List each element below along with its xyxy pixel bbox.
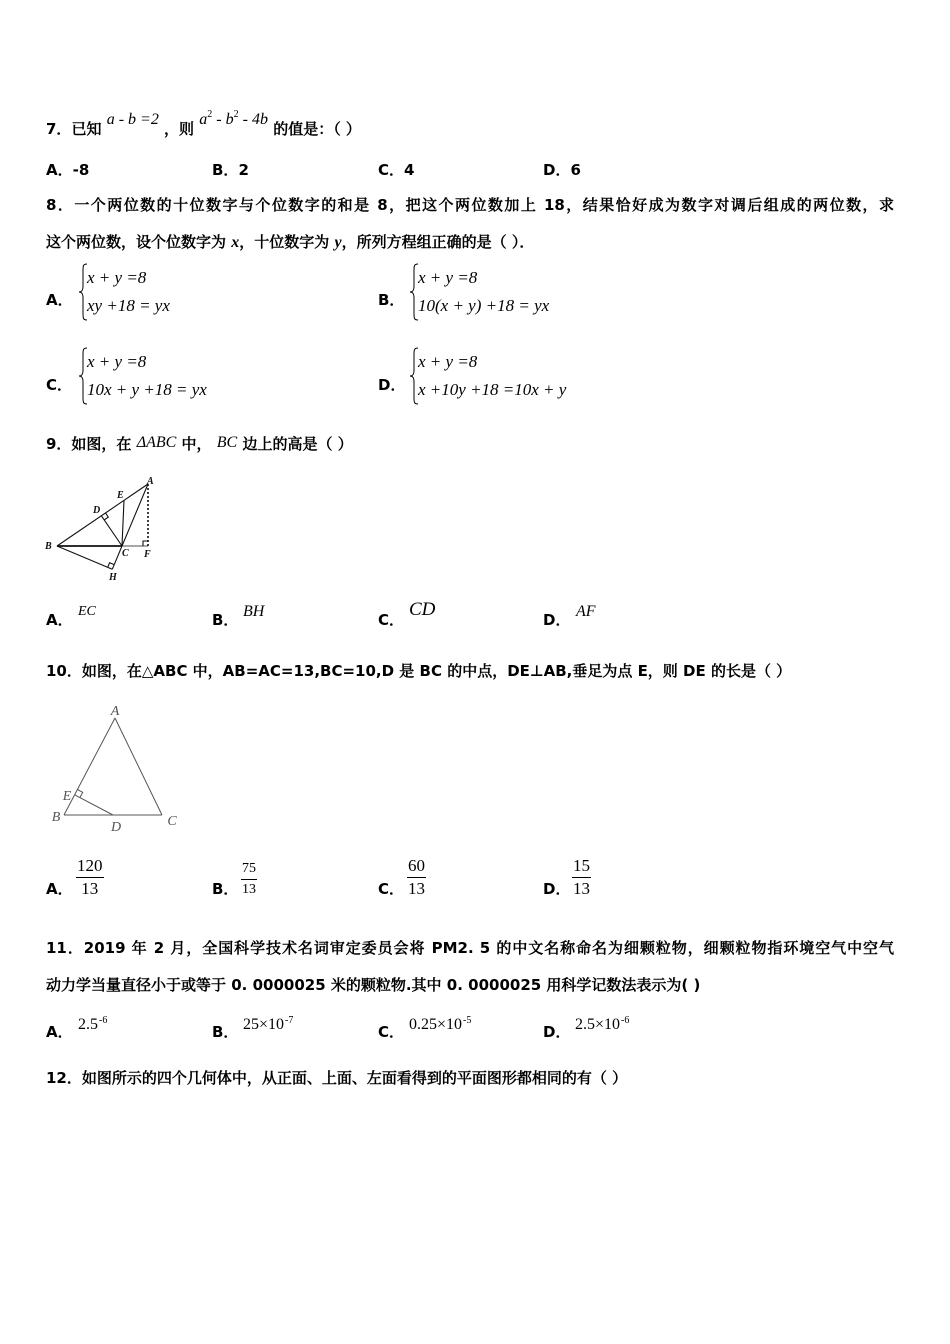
point-label-e: E: [117, 490, 124, 501]
point-label-d: D: [93, 505, 101, 516]
point-label-h: H: [109, 572, 117, 583]
q7-text-mid: ，则: [164, 120, 195, 138]
sci-exponent: -5: [463, 1015, 472, 1026]
q8-option-a-label: A．: [46, 291, 73, 309]
q8-option-c-eq1: x + y =8: [87, 352, 147, 371]
q7-expr2-sup: 2: [233, 109, 239, 120]
segment-ce: [122, 500, 124, 546]
option-label: A．: [46, 161, 73, 179]
q7-expr2-part: a: [199, 111, 208, 128]
q9-triangle: ΔABC: [136, 434, 177, 451]
fraction-denominator: 13: [81, 879, 99, 898]
q11-option-b-label: B．: [212, 1023, 239, 1041]
question-9: [46, 434, 353, 455]
question-7: [46, 109, 361, 140]
fraction-numerator: 15: [572, 855, 591, 878]
option-value: -8: [72, 161, 90, 179]
q9-option-d-label: D．: [543, 611, 571, 629]
q8-option-b-label: B．: [378, 291, 405, 309]
q10-option-d-fraction: [572, 855, 591, 900]
sci-exponent: -6: [621, 1015, 630, 1026]
q10-option-d-label: D．: [543, 880, 571, 898]
q7-text-before: 已知: [71, 120, 102, 138]
sci-exponent: -7: [285, 1015, 294, 1026]
sci-base: 2.5×10: [575, 1016, 621, 1033]
q9-option-b-label: B．: [212, 611, 239, 629]
point-label-e: E: [62, 789, 72, 804]
question-12: 12．如图所示的四个几何体中，从正面、上面、左面看得到的平面图形都相同的有（ ）: [46, 1069, 628, 1087]
q7-text-after: 的值是：（ ）: [273, 120, 361, 138]
q8-line-1: 8．一个两位数的十位数字与个位数字的和是 8，把这个两位数加上 18，结果恰好成为数字对调后组成的两位数，求: [46, 196, 894, 214]
point-label-c: C: [167, 814, 177, 829]
q11-option-c-label: C．: [378, 1023, 405, 1041]
segment-bh: [57, 546, 112, 569]
q8-line2-c: ，所列方程组正确的是（ ）．: [341, 233, 535, 251]
point-label-b: B: [45, 541, 52, 552]
option-value: 2: [238, 161, 249, 179]
point-label-f: F: [144, 549, 151, 560]
point-label-a: A: [147, 476, 154, 487]
q7-option-c: [378, 160, 414, 180]
point-label-c: C: [122, 548, 129, 559]
sci-exponent: -6: [99, 1015, 108, 1026]
fraction-numerator: 60: [407, 855, 426, 878]
q8-option-b-eq1: x + y =8: [418, 268, 478, 287]
point-label-d: D: [110, 820, 122, 835]
q9-option-c-value: CD: [409, 599, 436, 620]
segment-ba: [57, 484, 148, 546]
q7-expr2: [199, 111, 268, 128]
q8-option-a-eq1: x + y =8: [87, 268, 147, 287]
q8-option-d-eq1: x + y =8: [418, 352, 478, 371]
q8-option-d-eq2: x +10y +18 =10x + y: [418, 380, 567, 399]
q9-option-b-value: BH: [243, 603, 265, 620]
q9-mid: 中，: [181, 435, 212, 453]
q8-option-b-eq2: 10(x + y) +18 = yx: [418, 296, 550, 315]
option-label: C．: [378, 161, 405, 179]
fraction-numerator: 120: [76, 855, 104, 878]
point-label-b: B: [51, 810, 61, 825]
q8-option-c-eq2: 10x + y +18 = yx: [87, 380, 207, 399]
q9-prefix: 9．如图，在: [46, 435, 132, 453]
option-label: D．: [543, 161, 571, 179]
q9-option-a-label: A．: [46, 611, 73, 629]
q8-line-2: [46, 232, 534, 253]
q9-figure: [40, 470, 170, 585]
q7-option-a: [46, 160, 89, 180]
q8-option-a-eq2: xy +18 = yx: [87, 296, 170, 315]
q11-option-b-value: [243, 1011, 293, 1035]
q9-suffix: 边上的高是（ ）: [242, 435, 353, 453]
segment-ac: [115, 718, 162, 815]
q11-option-d-label: D．: [543, 1023, 571, 1041]
q11-option-d-value: [575, 1011, 629, 1035]
sci-base: 0.25×10: [409, 1016, 463, 1033]
option-value: 6: [570, 161, 581, 179]
q7-expr2-part: - 4b: [238, 111, 268, 128]
option-label: B．: [212, 161, 239, 179]
q11-line-1: 11．2019 年 2 月，全国科学技术名词审定委员会将 PM2. 5 的中文名称命名为细颗粒物，细颗粒物指环境空气中空气: [46, 939, 894, 957]
q11-option-a-value: [78, 1011, 107, 1035]
q8-var-x: x: [231, 234, 240, 251]
q11-option-a-label: A．: [46, 1023, 73, 1041]
q9-option-a-value: EC: [78, 604, 96, 619]
segment-de: [75, 795, 113, 815]
fraction-denominator: 13: [408, 879, 425, 898]
q7-expr2-sup: 2: [207, 109, 213, 120]
q10-option-a-label: A．: [46, 880, 73, 898]
q8-option-d-label: D．: [378, 376, 406, 394]
q10-option-b-fraction: [241, 859, 257, 900]
segment-ab: [64, 718, 115, 815]
sci-base: 25×10: [243, 1016, 285, 1033]
q8-var-y: y: [334, 234, 342, 251]
q7-expr1: a - b =2: [106, 111, 159, 128]
q10-option-c-label: C．: [378, 880, 405, 898]
q8-line2-b: ，十位数字为: [239, 233, 330, 251]
fraction-denominator: 13: [242, 882, 256, 897]
q9-option-c-label: C．: [378, 611, 405, 629]
q7-number: 7．: [46, 120, 72, 138]
q7-option-b: [212, 160, 249, 180]
q11-option-c-value: [409, 1011, 471, 1035]
q11-line-2: 动力学当量直径小于或等于 0. 0000025 米的颗粒物.其中 0. 0000025 用科学记数法表示为( ): [46, 976, 701, 994]
sci-base: 2.5: [78, 1016, 98, 1033]
fraction-denominator: 13: [573, 879, 590, 898]
q9-option-d-value: AF: [576, 603, 596, 620]
q10-figure: [45, 700, 185, 835]
q9-side: BC: [216, 434, 238, 451]
q10-option-b-label: B．: [212, 880, 239, 898]
q8-line2-a: 这个两位数，设个位数字为: [46, 233, 227, 251]
segment-cd: [101, 516, 122, 546]
q7-expr2-part: - b: [212, 111, 234, 128]
option-value: 4: [404, 161, 415, 179]
point-label-a: A: [110, 704, 120, 719]
q10-option-c-fraction: [407, 855, 426, 900]
question-10: 10．如图，在△ABC 中，AB=AC=13,BC=10,D 是 BC 的中点，DE⊥AB,垂足为点 E，则 DE 的长是（ ）: [46, 662, 792, 680]
q8-option-c-label: C．: [46, 376, 73, 394]
q7-option-d: [543, 160, 581, 180]
q10-option-a-fraction: [76, 855, 104, 900]
fraction-numerator: 75: [241, 859, 257, 880]
